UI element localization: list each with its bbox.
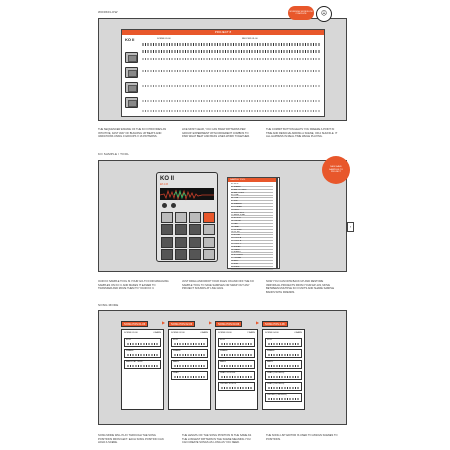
device-knob-2[interactable] [171,203,176,208]
sampler-caption-2: JUST DRAG AND DROP YOUR FILES ON AND OFF THE KO SAMPLE TOOL TO SAVE SAMPLES OR SWAP OUT ANY PROJECT SOUNDS AT LIVE GIGS. [182,280,254,290]
device-key[interactable] [203,237,215,248]
track-row-5 [142,85,320,87]
sample-list-item[interactable]: 01 KICK [231,183,273,187]
sample-list-item[interactable]: 30 USER [231,266,273,270]
track-row-1 [142,43,320,46]
bars-label: 4 BARS [153,332,161,334]
ko2-device [156,172,218,262]
device-key[interactable] [161,237,173,248]
scene-track-label: CHORD SYNTH [220,382,237,385]
scene-label: SCENE 01:00 [124,332,138,334]
device-key[interactable] [175,237,187,248]
chevron-right-icon[interactable]: › [347,222,354,232]
device-key[interactable] [203,224,215,235]
bars-label: 2 BARS [247,332,255,334]
scene-track-label: KICK [173,338,179,341]
scene-label: SCENE 03:00 [218,332,232,334]
sample-list-item[interactable]: 09 CYMBAL [231,206,273,210]
device-key[interactable] [175,224,187,235]
sample-list-item[interactable]: 27 ORGAN [231,257,273,261]
workflow-panel [98,18,347,121]
track-row-4 [142,70,320,72]
scene-track-pattern [127,365,158,367]
sample-list-header: SAMPLE TOOL [228,178,276,182]
device-screen [160,188,214,200]
sample-list-item[interactable]: 21 LOOP B [231,240,273,244]
project-title-bar [122,30,324,35]
scene-track-label: BASS [220,360,226,363]
scene-track-row[interactable] [218,371,255,380]
sample-list-item[interactable]: 19 NOISE [231,234,273,238]
scene-track-label: KICK [220,338,226,341]
scene-track-label: KICK [126,338,132,341]
scene-track-pattern [127,343,158,345]
scene-track-pattern [268,376,299,378]
section-label-song: SONG MODE [98,303,119,307]
sample-list-item[interactable]: 08 SHAKER [231,203,273,207]
scene-track-pattern [127,354,158,356]
scene-track-label: LEAD SYNTHS [220,371,236,374]
list-scrollbar[interactable] [277,177,280,269]
scene-track-pattern [221,354,252,356]
lane-tab-2[interactable]: RECORD 01:00 [242,38,258,40]
scene-track-label: KICK [267,338,273,341]
brand-logo: KO II [125,37,135,42]
bars-label: 4 BARS [200,332,208,334]
song-pos-tag[interactable]: SONG POS 4-06 [262,321,288,327]
sample-list-item[interactable]: 12 BASS STAB [231,214,273,218]
scene-label: SCENE 04:00 [265,332,279,334]
group-pad-a[interactable] [125,52,138,63]
scene-track-row[interactable] [171,338,208,347]
scene-track-label: SNARE [267,349,275,352]
workflow-caption-2: LIKE MOST GEAR, YOU CAN SWAP PATTERNS PER GROUP. EXPERIMENT WITH DIFFERENT COMBOS TO FIND WHAT BEAT AND BASS LINES WORK TOGETHER. [182,128,250,138]
section-label-workflow: WORKFLOW [98,10,118,14]
scene-box [168,329,211,410]
track-row-7 [142,110,320,112]
scene-track-pattern [221,387,252,389]
sample-list-item[interactable]: 11 VOX CHOP [231,212,273,216]
face-icon: ☹ [316,6,332,22]
device-sub: EP-133 [160,183,168,186]
scene-track-pattern [221,343,252,345]
sample-list-item[interactable]: 26 STRINGS [231,254,273,258]
scene-track-row[interactable] [218,360,255,369]
sample-list-item[interactable]: 05 CLAP [231,194,273,198]
scene-track-row[interactable] [171,371,208,380]
group-pad-d[interactable] [125,97,138,108]
sample-list-item[interactable]: 23 BREAK [231,246,273,250]
song-caption-3: THE SONG LIST EDITOR IS USED TO ASSIGN SCENES TO POSITIONS. [266,434,338,441]
device-knob-1[interactable] [162,203,167,208]
song-positions [99,311,346,424]
scene-track-row[interactable] [265,382,302,391]
device-key[interactable] [189,249,201,260]
scene-track-row[interactable] [218,349,255,358]
sample-list-item[interactable]: 22 LOOP C [231,243,273,247]
scene-track-row[interactable] [265,393,302,402]
arrow-right-icon: ▶ [162,320,166,325]
waveform-icon [160,189,214,201]
device-key[interactable] [203,249,215,260]
scene-track-pattern [174,376,205,378]
scene-track-row[interactable] [124,360,161,369]
song-pos-tag[interactable]: SONG POS 02-06 [168,321,195,327]
scene-track-label: BASS [267,360,273,363]
workflow-caption-3: THE COMMIT BUTTON HELPS YOU FREEZE A POINT IN TIME AND RESOLVE ADDING A SCENE, OR A SHUFFLE. IT ALL HAPPENS IN REAL TIME WHILE PLAYING. [266,128,338,138]
scene-track-pattern [174,343,205,345]
sample-list-window [227,177,277,269]
device-key[interactable] [175,249,187,260]
arrow-right-icon: ▶ [256,320,260,325]
sample-list-item[interactable]: 14 CHORD [231,220,273,224]
scene-track-pattern [268,343,299,345]
project-title: PROJECT 8 [214,30,232,34]
sampler-caption-1: OUR KO SAMPLE TOOL IS YOUR GO-TO FOR MANAGING SAMPLES ON KO II. AND MAKES IT EASIER TO TRANSFER AND MOVE THEM TO YOUR KO II. [98,280,169,290]
workflow-caption-1: THE SEQUENCER ENGINE OF THE KO II PROVIDES AN INTUITIVE, FAST WAY OF BUILDING UP BEATS AND VARIATIONS USING 9 GROUPS X 16 PATTERNS. [98,128,167,138]
arrow-right-icon: ▶ [209,320,213,325]
device-keypad [161,212,215,260]
song-pos-tag[interactable]: SONG POS 01-06 [121,321,148,327]
sampler-panel [98,160,347,272]
project-window [121,29,325,117]
scene-track-pattern [221,365,252,367]
song-panel [98,310,347,425]
scene-track-label: LEAD (CHORUS) [267,371,285,374]
device-key[interactable] [189,224,201,235]
device-brand: KO II [160,176,175,182]
sample-list-item[interactable]: 13 SYNTH [231,217,273,221]
scene-track-row[interactable] [265,360,302,369]
device-key[interactable] [189,237,201,248]
scene-track-row[interactable] [124,338,161,347]
sample-list-item[interactable]: 24 PIANO [231,249,273,253]
sample-list-item[interactable]: 04 HAT OPEN [231,192,273,196]
scene-track-label: BASS [173,360,179,363]
sample-list-item[interactable]: 03 HAT CLOSED [231,189,273,193]
scene-track-pattern [268,365,299,367]
sample-list-item[interactable]: 15 PAD [231,223,273,227]
scene-track-row[interactable] [265,371,302,380]
sampler-caption-3: NOW YOU CAN NOW BACK UP AND RESTORE INDIVIDUAL PROJECTS FROM YOUR EP-133, MOVE BETWEEN MULTIPLE KO II UNITS AND SHARE SAMPLE BANKS WITH FRIENDS. [266,280,335,294]
group-pad-c[interactable] [125,82,138,93]
scene-track-label: LEAD [173,371,179,374]
song-caption-2: THE LENGTH OF THE SONG POSITION IS THE SAME AS THE LONGEST PATTERN IN THE SCENE MEANING YOU CAN CREATE SONGS AS LONG AS YOU NEED. [182,434,252,444]
sample-list-item[interactable]: 29 SUB [231,263,273,267]
scene-track-pattern [268,398,299,400]
sample-list-item[interactable]: 07 RIM [231,200,273,204]
group-pad-b[interactable] [125,67,138,78]
sample-list-item[interactable]: 06 TOM [231,197,273,201]
scene-track-row[interactable] [265,338,302,347]
scene-track-pattern [268,354,299,356]
device-key[interactable] [203,212,215,223]
scene-box [215,329,258,410]
sample-list-item[interactable]: 02 SNARE [231,186,273,190]
device-key[interactable] [189,212,201,223]
bars-label: 4 BARS [294,332,302,334]
scene-track-label: BASS PATTERN [126,360,143,363]
sample-list-item[interactable]: 17 FX RISE [231,229,273,233]
lane-tab-1[interactable]: SCENE 01:00 [157,38,171,40]
scene-track-row[interactable] [171,349,208,358]
scene-box [262,329,305,410]
scene-track-pattern [268,387,299,389]
device-key[interactable] [161,249,173,260]
workflow-badge: SOUNDING WORKFLOW COMPLETE [288,6,314,20]
scene-track-row[interactable] [265,349,302,358]
sample-list-item[interactable]: 25 BRASS [231,251,273,255]
section-label-sampler: KO SAMPLE / TOOL [98,152,130,156]
device-key[interactable] [161,212,173,223]
scene-track-row[interactable] [218,338,255,347]
scene-track-label: LEAD (CHORUS) [267,382,285,385]
scene-track-label: CHORD (CHORUS) [267,393,287,396]
scene-track-row[interactable] [218,382,255,391]
sample-list [228,183,276,268]
scene-track-label: SNARE [220,349,228,352]
scene-track-pattern [174,354,205,356]
device-key[interactable] [175,212,187,223]
scene-track-pattern [174,365,205,367]
scene-label: SCENE 02:00 [171,332,185,334]
track-row-6 [142,100,320,102]
song-pos-tag[interactable]: SONG POS 03-06 [215,321,242,327]
sample-list-item[interactable]: 20 LOOP A [231,237,273,241]
scene-track-pattern [221,376,252,378]
device-key[interactable] [161,224,173,235]
scene-track-label: SNARE [126,349,134,352]
scene-track-row[interactable] [124,349,161,358]
track-row-3 [142,58,320,60]
sample-list-item[interactable]: 28 BELL [231,260,273,264]
sample-list-item[interactable]: 16 LEAD [231,226,273,230]
sample-list-item[interactable]: 10 PERC [231,209,273,213]
scene-track-label: SNARE [173,349,181,352]
scene-box [121,329,164,410]
sample-list-item[interactable]: 18 FX HIT [231,231,273,235]
sampler-badge: NEW SAVE SAMPLES TO PROJECT [322,156,350,184]
song-caption-1: SONG MODE WILL PLAY THROUGH THE SONG POSITIONS FROM LEFT. EACH SONG POSITION CAN HOLD A SCENE. [98,434,164,444]
scene-track-row[interactable] [171,360,208,369]
track-row-2 [142,50,320,53]
